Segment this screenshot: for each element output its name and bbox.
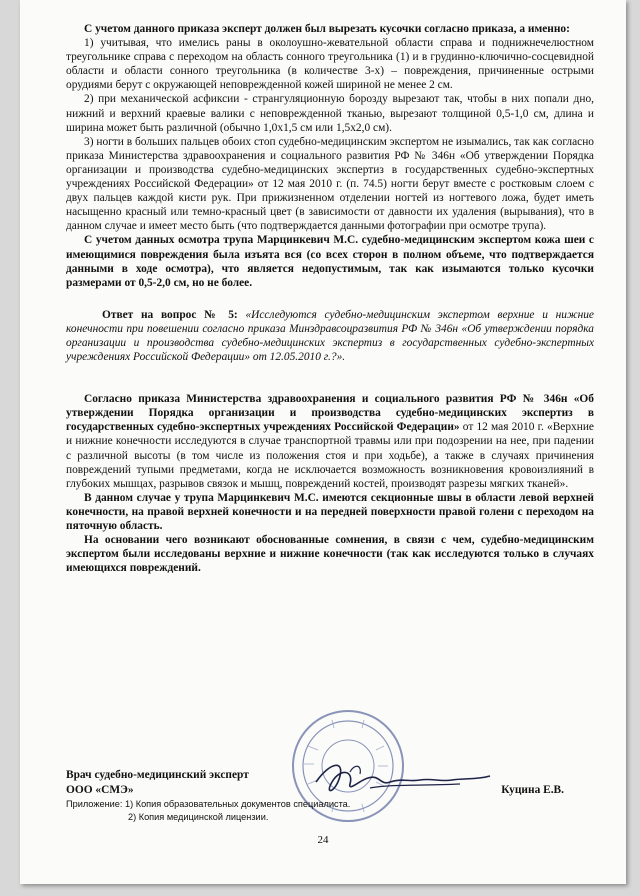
signature-block [66,768,594,823]
appendix [66,798,594,823]
paragraph-intro: С учетом данного приказа эксперт должен был вырезать кусочки согласно приказа, а именно: [84,23,570,35]
paragraph-item-3: 3) ногти в больших пальцев обоих стоп судебно-медицинским экспертом не изымались, так как согласно приказа Министерства здравоохранения и социального развития РФ № 346н «Об утверждении Порядка организации и производства судебно-медицинских экспертиз в государственных судебно-экспертных учреждениях Российской Федерации» от 12 мая 2010 г. (п. 74.5) ногти берут вместе с ростковым слоем с двух пальцев каждой кисти рук. При прижизненном отделении ногтей из ногтевого ложа, будет иметь насыщенно красный или темно-красный цвет (в зависимости от давности их удаления (вырывания), что в данном случае и имеет место быть (что подтверждается данными фотографии при осмотре трупа). [66,135,594,233]
paragraph-item-1: 1) учитывая, что имелись раны в околоушно-жевательной области справа и поднижнечелюстном треугольнике справа с переходом на область сонного треугольника (1) и в грудинно-ключично-сосцевидной области и области сонного треугольника (в количестве 3-х) – повреждения, причиненные острыми орудиями берут с окружающей неповрежденной кожей шириной не менее 2 см. [66,37,594,92]
page-number: 24 [317,834,329,846]
answer-block [66,308,594,364]
document-page [20,0,626,884]
signer-title: Врач судебно-медицинский эксперт [66,769,249,781]
paragraph-case: В данном случае у трупа Марцинкевич М.С. имеются секционные швы в области левой верхней конечности, на правой верхней конечности и на передней поверхности правой голени с переходом на пяточную область. [66,491,594,532]
paragraph-order-quote [66,392,594,491]
signer-organization: ООО «СМЭ» [66,783,134,796]
order-title: Согласно приказа Министерства здравоохранения и социального развития РФ № 346н «Об утверждении Порядка организации и производства судебно-медицинских экспертиз в государственных судебно-экспертных учреждениях Российской Федерации» [66,393,594,434]
appendix-item-1: Приложение: 1) Копия образовательных документов специалиста. [66,799,351,809]
order-quote: от 12 мая 2010 г. «Верхние и нижние конечности исследуются в случае транспортной травмы или при подозрении на нее, при падении с различной высоты (в том числе из положения стоя и при ходьбе), а также в случаях причинения повреждений тупыми предметами, когда не исключается возможность возникновения кровоизлияний в глубоких мышцах, разрывов связок и мышц, повреждений костей, производят разрезы мягких тканей». [66,421,594,490]
answer-text: «Исследуются судебно-медицинским экспертом верхние и нижние конечности при повешении согласно приказа Минздравсоцразвития РФ № 346н «Об утверждении порядка организации и производства судебно-медицинских экспертиз в государственных судебно-экспертных учреждениях Российской Федерации» от 12.05.2010 г.?». [66,308,594,364]
appendix-item-2: 2) Копия медицинской лицензии. [128,811,269,822]
paragraph-item-2: 2) при механической асфиксии - странгуляционную борозду вырезают так, чтобы в них попали дно, нижний и верхний краевые валики с неповрежденной тканью, вырезают толщиной 0,5-1,0 см, длина и ширина может быть различной (обычно 1,0х1,5 см или 1,5х2,0 см). [66,93,594,134]
document-body [66,22,594,575]
paragraph-conclusion: С учетом данных осмотра трупа Марцинкевич М.С. судебно-медицинским экспертом кожа шеи с имеющимися повреждения была изъята вся (со всех сторон в полном объеме, что подтверждается данными в ходе осмотра), что является недопустимым, так как изымаются только кусочки размерами от 0,5-2,0 см, но не более. [66,234,594,289]
signer-name: Куцина Е.В. [501,783,564,796]
answer-label: Ответ на вопрос № 5: [102,308,238,321]
paragraph-doubts: На основании чего возникают обоснованные сомнения, в связи с чем, судебно-медицинским экспертом были исследованы верхние и нижние конечности (так как исследуются только в случаях имеющихся повреждений. [66,534,594,575]
